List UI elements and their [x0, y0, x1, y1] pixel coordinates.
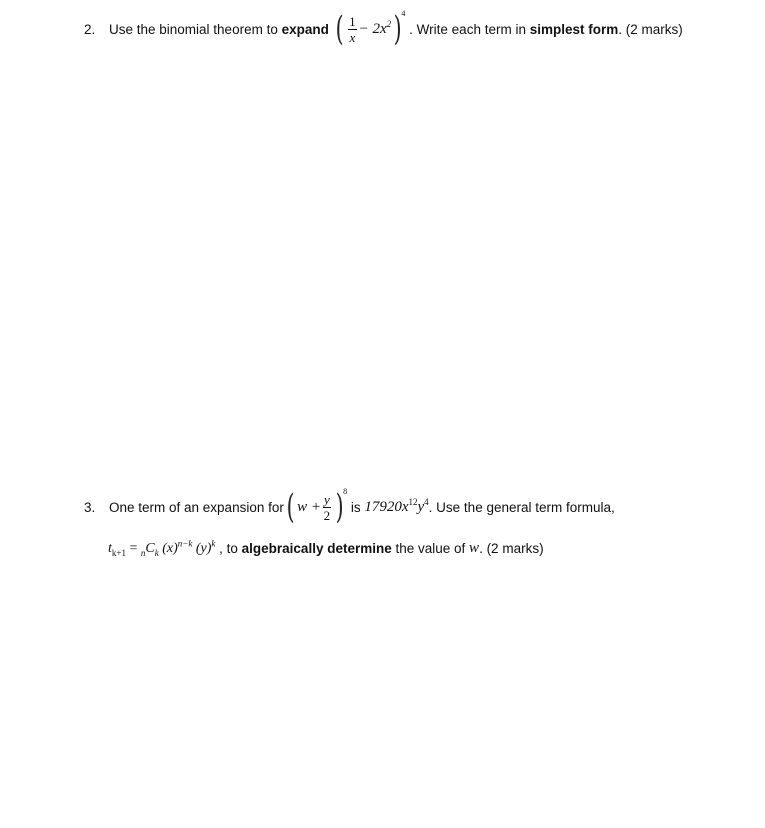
question-text: . (2 marks)	[479, 541, 544, 556]
question-text: is	[347, 499, 365, 515]
question-3	[84, 486, 615, 527]
fraction-denominator: x	[349, 29, 356, 45]
fraction-denominator: 2	[323, 507, 331, 523]
bold-keyword: algebraically determine	[241, 541, 392, 556]
term: − $2x^2$	[358, 18, 392, 37]
question-text: , to	[215, 541, 242, 556]
variable-w: w	[469, 540, 480, 556]
question-text: Use the binomial theorem to	[109, 21, 282, 37]
outer-exponent: 4	[401, 8, 406, 18]
bold-keyword: simplest form	[529, 21, 619, 37]
term: w +	[297, 498, 322, 515]
question-text: the value of	[391, 541, 470, 556]
fraction-numerator: y	[324, 491, 330, 507]
outer-exponent: 8	[343, 486, 348, 496]
question-number: 2.	[84, 21, 96, 37]
question-text: . Write each term in	[405, 21, 530, 37]
question-text: One term of an expansion for	[109, 499, 284, 515]
question-text: . (2 marks)	[618, 21, 683, 37]
fraction	[323, 493, 331, 522]
question-text: . Use the general term formula,	[428, 499, 615, 515]
fraction	[348, 15, 357, 44]
question-2	[84, 8, 683, 49]
binomial-expression	[333, 8, 406, 49]
question-3-line-2	[108, 537, 544, 558]
binomial-expression	[284, 486, 348, 527]
given-term: $17920x^{12}y^4$	[364, 496, 429, 515]
general-term-formula: $t_{k+1} = _nC_k$ $(x)^{n-k}$ $(y)^k$	[108, 537, 216, 558]
left-paren: (	[335, 9, 344, 49]
right-paren: )	[335, 487, 344, 527]
bold-keyword: expand	[281, 21, 329, 37]
fraction-numerator: 1	[349, 13, 356, 29]
question-number: 3.	[84, 499, 96, 515]
left-paren: (	[286, 487, 295, 527]
right-paren: )	[393, 9, 402, 49]
